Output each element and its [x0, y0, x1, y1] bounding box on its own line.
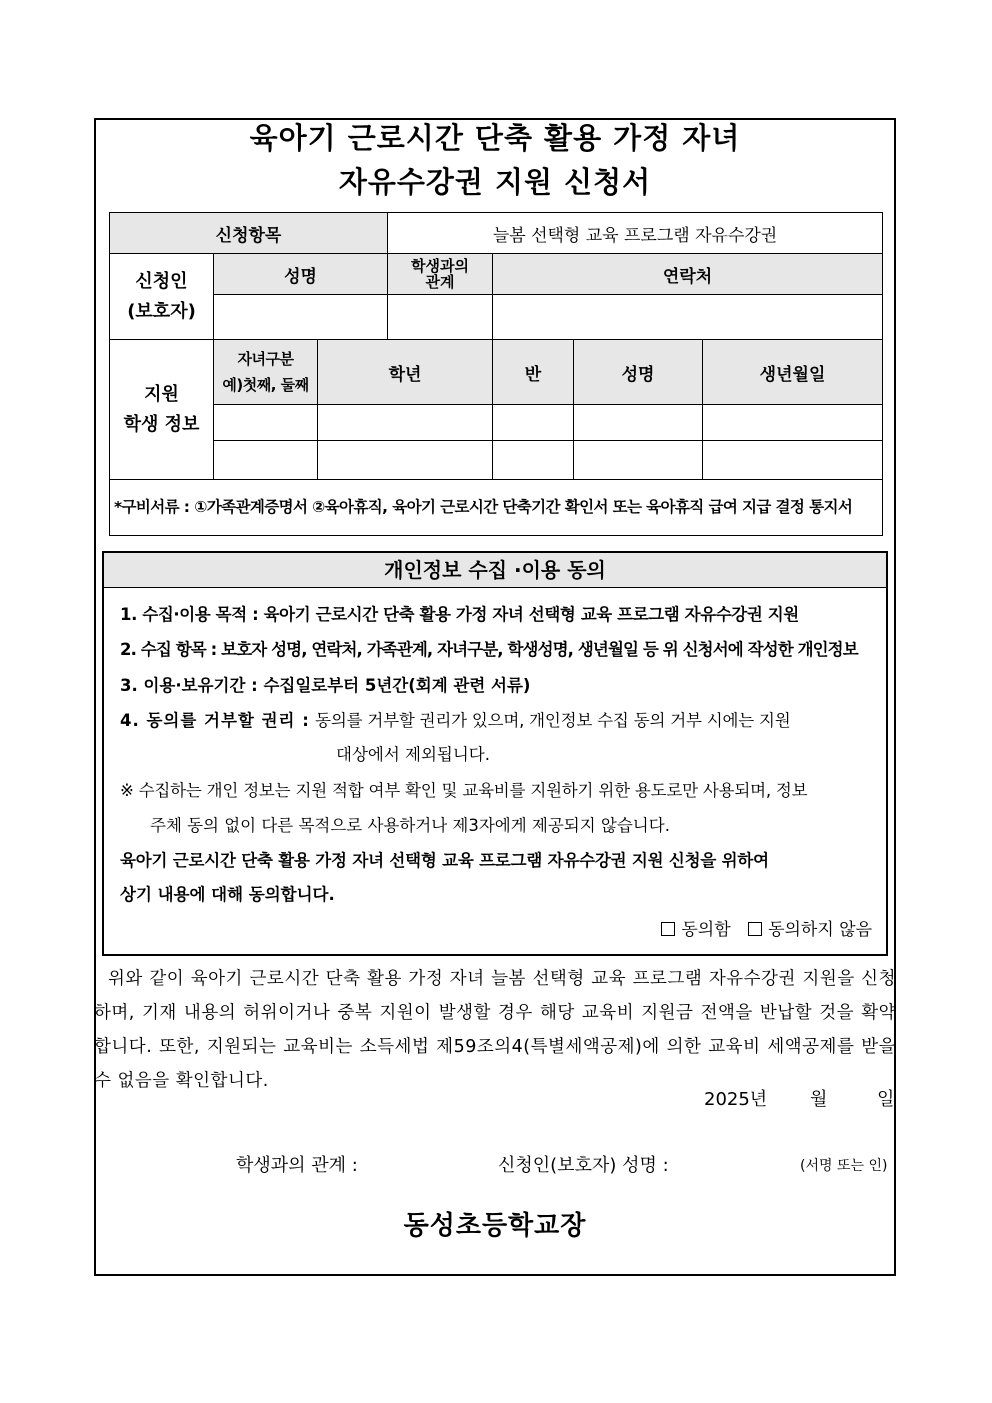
applicant-sign-label: 신청인(보호자) 성명 : [498, 1155, 669, 1176]
applicant-name-field[interactable] [214, 295, 388, 340]
student1-birth-field[interactable] [703, 405, 883, 441]
child-type-header-line1: 자녀구분 [237, 350, 294, 368]
agree-checkbox[interactable] [661, 922, 675, 936]
student-name-header: 성명 [574, 340, 703, 405]
applicant-label-line2: (보호자) [127, 300, 196, 322]
student2-birth-field[interactable] [703, 441, 883, 480]
relation-header-line1: 학생과의 [411, 257, 469, 275]
applicant-label-line1: 신청인 [135, 270, 188, 292]
consent-heading: 개인정보 수집 ·이용 동의 [104, 553, 886, 588]
student1-class-field[interactable] [493, 405, 574, 441]
child-type-header [214, 340, 318, 405]
consent-item-4-text-1: 동의를 거부할 권리가 있으며, 개인정보 수집 동의 거부 시에는 지원 [315, 711, 791, 730]
student1-child-type-field[interactable] [214, 405, 318, 441]
apply-item-label: 신청항목 [110, 213, 388, 254]
grade-header: 학년 [318, 340, 493, 405]
contact-header: 연락처 [493, 254, 883, 295]
consent-item-3: 3. 이용·보유기간 : 수집일로부터 5년간(회계 관련 서류) [120, 676, 531, 695]
applicant-relation-field[interactable] [388, 295, 493, 340]
consent-agreement-2: 상기 내용에 대해 동의합니다. [120, 885, 335, 904]
student2-name-field[interactable] [574, 441, 703, 480]
student-info-label [110, 340, 214, 480]
relation-sign-label: 학생과의 관계 : [236, 1155, 358, 1176]
consent-item-2: 2. 수집 항목 : 보호자 성명, 연락처, 가족관계, 자녀구분, 학생성명, 생년월일 등 위 신청서에 작성한 개인정보 [120, 640, 858, 659]
date-year: 2025년 [704, 1089, 768, 1110]
agree-label: 동의함 [681, 920, 731, 940]
consent-item-4 [120, 707, 872, 731]
consent-options [661, 915, 872, 940]
consent-item-4-text-2: 대상에서 제외됩니다. [336, 745, 490, 764]
form-title-line2: 자유수강권 지원 신청서 [338, 165, 652, 199]
student1-grade-field[interactable] [318, 405, 493, 441]
student2-child-type-field[interactable] [214, 441, 318, 480]
relation-header-line2: 관계 [425, 273, 455, 291]
apply-item-value: 늘봄 선택형 교육 프로그램 자유수강권 [388, 213, 883, 254]
documents-note: *구비서류 : ①가족관계증명서 ②육아휴직, 육아기 근로시간 단축기간 확인서 또는 육아휴직 급여 지급 결정 통지서 [110, 480, 883, 536]
pledge-text: 위와 같이 육아기 근로시간 단축 활용 가정 자녀 늘봄 선택형 교육 프로그램 자유수강권 지원을 신청하며, 기재 내용의 허위이거나 중복 지원이 발생할 경우 해당 교육비 지원금 전액을 반납할 것을 확약합니다. 또한, 지원되는 교육비는 소득세법 제59조의4(특별세액공제)에 의한 교육비 세액공제를 받을 수 없음을 확인합니다. [94, 969, 896, 1091]
principal-title: 동성초등학교장 [403, 1211, 587, 1241]
sign-note: (서명 또는 인) [800, 1158, 888, 1174]
consent-item-4-label: 4. 동의를 거부할 권리 : [120, 711, 310, 730]
consent-note-1: ※ 수집하는 개인 정보는 지원 적합 여부 확인 및 교육비를 지원하기 위한 용도로만 사용되며, 정보 [120, 781, 808, 800]
disagree-label: 동의하지 않음 [768, 920, 872, 940]
student-info-label-line2: 학생 정보 [123, 413, 200, 435]
form-title-line1: 육아기 근로시간 단축 활용 가정 자녀 [249, 121, 741, 155]
class-header: 반 [493, 340, 574, 405]
birth-header: 생년월일 [703, 340, 883, 405]
consent-box [102, 551, 888, 956]
student2-class-field[interactable] [493, 441, 574, 480]
applicant-contact-field[interactable] [493, 295, 883, 340]
student2-grade-field[interactable] [318, 441, 493, 480]
application-table [109, 212, 883, 536]
consent-item-1: 1. 수집·이용 목적 : 육아기 근로시간 단축 활용 가정 자녀 선택형 교육 프로그램 자유수강권 지원 [120, 605, 799, 624]
date-day: 일 [877, 1089, 895, 1110]
consent-agreement-1: 육아기 근로시간 단축 활용 가정 자녀 선택형 교육 프로그램 자유수강권 지원 신청을 위하여 [120, 851, 769, 870]
relation-header [388, 254, 493, 295]
applicant-label [110, 254, 214, 340]
student1-name-field[interactable] [574, 405, 703, 441]
student-info-label-line1: 지원 [144, 383, 179, 405]
name-header: 성명 [214, 254, 388, 295]
date-month: 월 [810, 1089, 828, 1110]
child-type-header-line2: 예)첫째, 둘째 [222, 376, 309, 394]
consent-note-2: 주체 동의 없이 다른 목적으로 사용하거나 제3자에게 제공되지 않습니다. [150, 816, 670, 835]
pledge-paragraph [94, 962, 896, 1098]
disagree-checkbox[interactable] [748, 922, 762, 936]
